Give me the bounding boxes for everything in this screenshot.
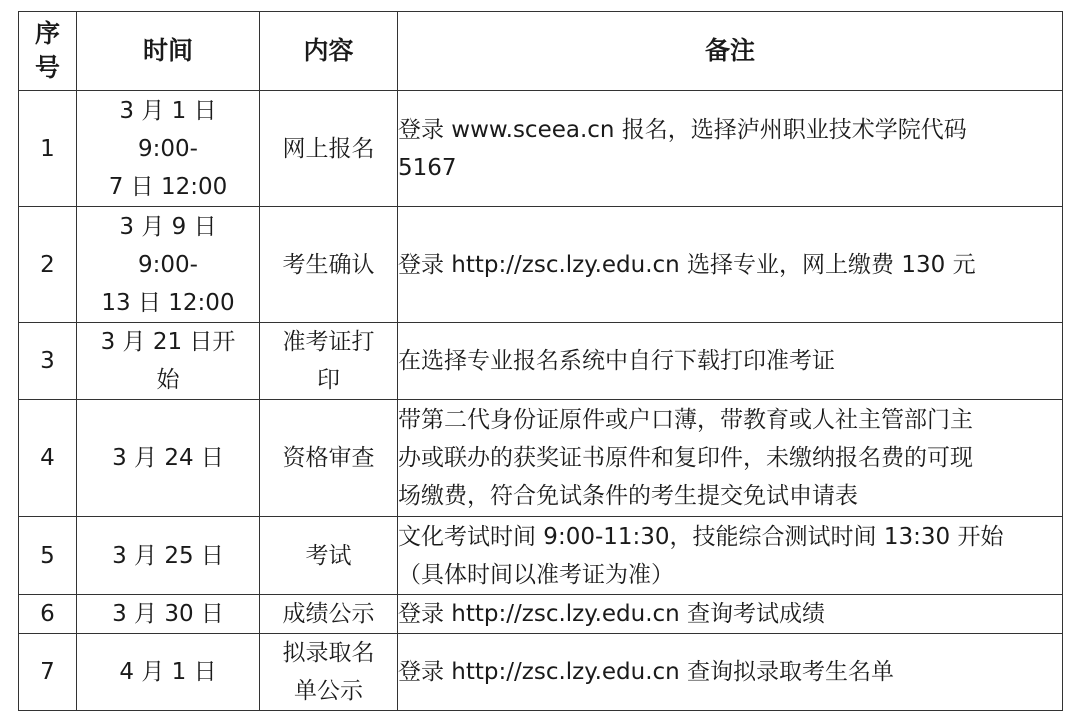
header-time: 时间 (77, 12, 260, 91)
cell-seq: 5 (19, 517, 77, 595)
cell-content: 考生确认 (260, 207, 398, 323)
cell-seq: 7 (19, 634, 77, 711)
cell-content: 资格审查 (260, 400, 398, 517)
header-seq: 序 号 (19, 12, 77, 91)
cell-note: 登录 http://zsc.lzy.edu.cn 选择专业，网上缴费 130 元 (398, 207, 1063, 323)
cell-content: 网上报名 (260, 91, 398, 207)
cell-note: 登录 http://zsc.lzy.edu.cn 查询考试成绩 (398, 595, 1063, 634)
cell-note: 登录 http://zsc.lzy.edu.cn 查询拟录取考生名单 (398, 634, 1063, 711)
table-row (19, 634, 1063, 711)
table-row (19, 400, 1063, 517)
cell-content: 考试 (260, 517, 398, 595)
cell-note: 登录 www.sceea.cn 报名，选择泸州职业技术学院代码 5167 (398, 91, 1063, 207)
cell-time: 3 月 1 日 9:00- 7 日 12:00 (77, 91, 260, 207)
cell-seq: 1 (19, 91, 77, 207)
table-row (19, 207, 1063, 323)
cell-time: 4 月 1 日 (77, 634, 260, 711)
cell-content: 成绩公示 (260, 595, 398, 634)
cell-note: 文化考试时间 9:00-11:30，技能综合测试时间 13:30 开始 （具体时间以准考证为准） (398, 517, 1063, 595)
cell-content: 准考证打 印 (260, 323, 398, 400)
header-row (19, 12, 1063, 91)
table-row (19, 323, 1063, 400)
cell-seq: 6 (19, 595, 77, 634)
cell-seq: 4 (19, 400, 77, 517)
table-row (19, 595, 1063, 634)
cell-time: 3 月 9 日 9:00- 13 日 12:00 (77, 207, 260, 323)
cell-seq: 3 (19, 323, 77, 400)
cell-seq: 2 (19, 207, 77, 323)
schedule-table (18, 11, 1063, 711)
cell-time: 3 月 30 日 (77, 595, 260, 634)
cell-note: 带第二代身份证原件或户口薄，带教育或人社主管部门主 办或联办的获奖证书原件和复印件，未缴纳报名费的可现 场缴费，符合免试条件的考生提交免试申请表 (398, 400, 1063, 517)
table-row (19, 91, 1063, 207)
header-content: 内容 (260, 12, 398, 91)
cell-content: 拟录取名 单公示 (260, 634, 398, 711)
cell-time: 3 月 21 日开 始 (77, 323, 260, 400)
table-row (19, 517, 1063, 595)
cell-time: 3 月 25 日 (77, 517, 260, 595)
header-note: 备注 (398, 12, 1063, 91)
cell-time: 3 月 24 日 (77, 400, 260, 517)
cell-note: 在选择专业报名系统中自行下载打印准考证 (398, 323, 1063, 400)
